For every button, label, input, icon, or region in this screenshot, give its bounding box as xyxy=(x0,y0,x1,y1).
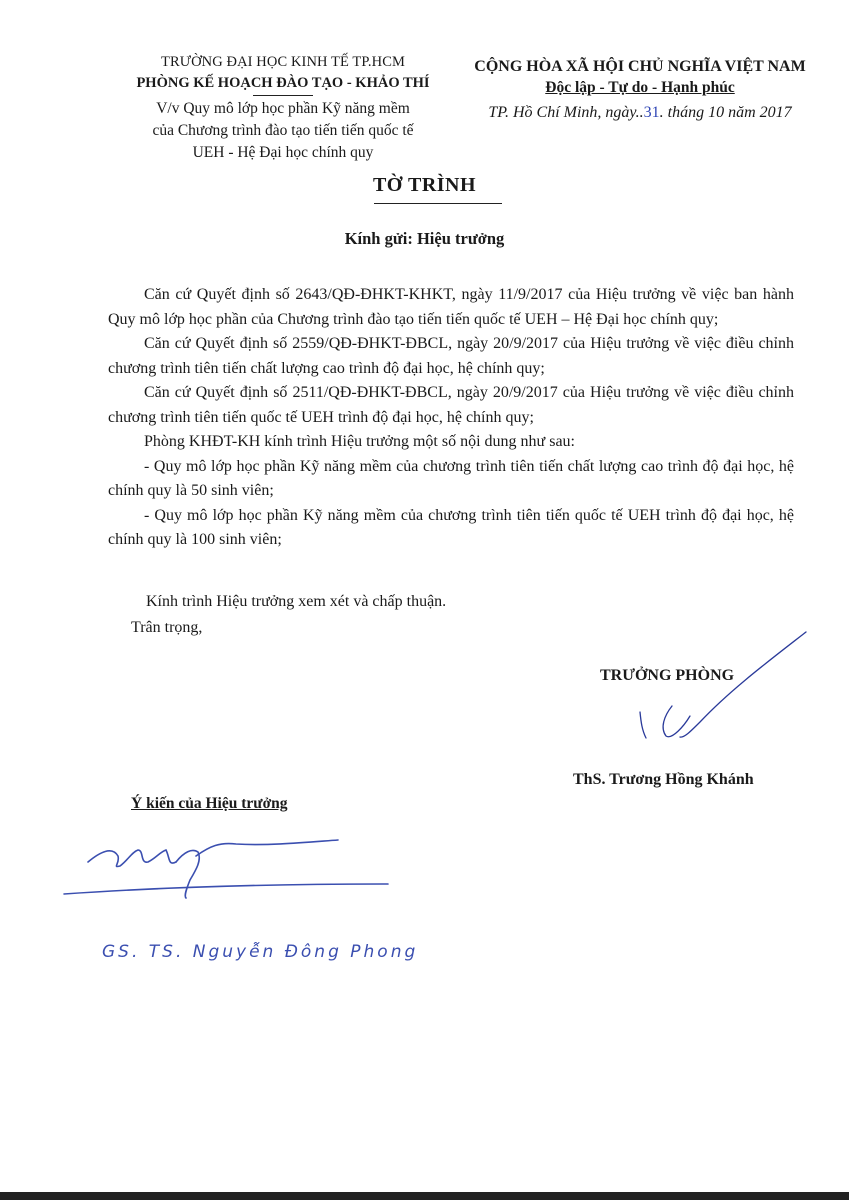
closing-request: Kính trình Hiệu trưởng xem xét và chấp thuận. xyxy=(146,593,447,610)
body-paragraph: Phòng KHĐT-KH kính trình Hiệu trưởng một số nội dung như sau: xyxy=(144,433,575,450)
subject-line-2: của Chương trình đào tạo tiến tiến quốc tế xyxy=(152,122,414,139)
date-suffix: . tháng 10 năm 2017 xyxy=(659,104,792,121)
body-paragraph: Căn cứ Quyết định số 2511/QĐ-ĐHKT-ĐBCL, ngày 20/9/2017 của Hiệu trưởng về việc điều chỉnh chương trình tiên tiến quốc tế UEH trình độ đại học, hệ chính quy; xyxy=(108,384,794,426)
national-motto: Độc lập - Tự do - Hạnh phúc xyxy=(545,79,735,96)
signer-title: TRƯỞNG PHÒNG xyxy=(600,667,735,684)
department-head-signature xyxy=(640,632,806,738)
closing-regards: Trân trọng, xyxy=(131,619,203,636)
body-paragraph: - Quy mô lớp học phần Kỹ năng mềm của chương trình tiên tiến quốc tế UEH trình độ đại học, hệ chính quy là 100 sinh viên; xyxy=(108,506,794,548)
body-paragraph: Căn cứ Quyết định số 2559/QĐ-ĐHKT-ĐBCL, ngày 20/9/2017 của Hiệu trưởng về việc điều chỉnh chương trình tiên tiến chất lượng cao trình độ đại học, hệ chính quy; xyxy=(108,335,794,377)
principal-signature xyxy=(64,840,388,898)
principal-opinion-label: Ý kiến của Hiệu trưởng xyxy=(131,795,288,812)
signer-name: ThS. Trương Hồng Khánh xyxy=(573,771,754,788)
nation-name: CỘNG HÒA XÃ HỘI CHỦ NGHĨA VIỆT NAM xyxy=(474,58,806,75)
school-name: TRƯỜNG ĐẠI HỌC KINH TẾ TP.HCM xyxy=(160,54,405,70)
subject-line-1: V/v Quy mô lớp học phần Kỹ năng mềm xyxy=(156,100,410,117)
subject-line-3: UEH - Hệ Đại học chính quy xyxy=(192,144,374,161)
principal-handwritten-name: GS. TS. Nguyễn Đông Phong xyxy=(102,942,419,962)
scan-border xyxy=(0,1192,849,1200)
department-name: PHÒNG KẾ HOẠCH ĐÀO TẠO - KHẢO THÍ xyxy=(136,75,430,91)
date-prefix: TP. Hồ Chí Minh, ngày.. xyxy=(488,104,644,121)
body-paragraph: - Quy mô lớp học phần Kỹ năng mềm của chương trình tiên tiến chất lượng cao trình độ đại học, hệ chính quy là 50 sinh viên; xyxy=(108,457,794,499)
date-day: 31 xyxy=(643,104,660,121)
document-title: TỜ TRÌNH xyxy=(372,174,477,196)
body-paragraph: Căn cứ Quyết định số 2643/QĐ-ĐHKT-KHKT, ngày 11/9/2017 của Hiệu trưởng về việc ban hành Quy mô lớp học phần của Chương trình đào tạo tiến tiến quốc tế UEH – Hệ Đại học chính quy; xyxy=(108,286,794,328)
recipient-line: Kính gửi: Hiệu trưởng xyxy=(344,229,505,248)
